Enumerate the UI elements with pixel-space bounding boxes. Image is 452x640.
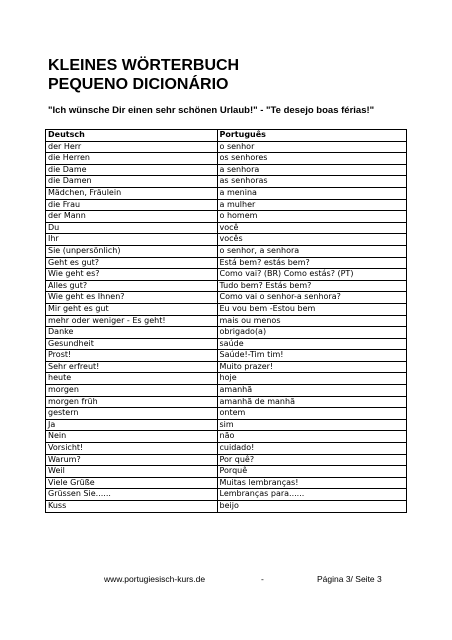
deutsch-cell: Grüssen Sie...... <box>46 489 218 501</box>
portugues-cell: hoje <box>217 373 407 385</box>
deutsch-cell: die Damen <box>46 176 218 188</box>
deutsch-cell: der Herr <box>46 141 218 153</box>
portugues-cell: Como vai? (BR) Como estás? (PT) <box>217 269 407 281</box>
table-row <box>46 385 407 397</box>
table-row <box>46 419 407 431</box>
portugues-cell: as senhoras <box>217 176 407 188</box>
table-row <box>46 176 407 188</box>
portugues-cell: obrigado(a) <box>217 327 407 339</box>
deutsch-cell: morgen früh <box>46 396 218 408</box>
deutsch-cell: Warum? <box>46 454 218 466</box>
deutsch-cell: morgen <box>46 385 218 397</box>
table-row <box>46 187 407 199</box>
deutsch-cell: Ihr <box>46 234 218 246</box>
table-header-row <box>46 130 407 142</box>
portugues-cell: Por quê? <box>217 454 407 466</box>
subtitle-quote: "Ich wünsche Dir einen sehr schönen Urlaub!" - "Te desejo boas férias!" <box>48 105 375 116</box>
footer-page-number: Página 3/ Seite 3 <box>317 574 382 584</box>
portugues-cell: Está bem? estás bem? <box>217 257 407 269</box>
portugues-cell: sim <box>217 419 407 431</box>
column-header-portugues: Português <box>217 130 407 142</box>
deutsch-cell: Prost! <box>46 350 218 362</box>
portugues-cell: a senhora <box>217 164 407 176</box>
deutsch-cell: heute <box>46 373 218 385</box>
deutsch-cell: Viele Grüße <box>46 477 218 489</box>
table-row <box>46 431 407 443</box>
portugues-cell: amanhã de manhã <box>217 396 407 408</box>
portugues-cell: o homem <box>217 211 407 223</box>
portugues-cell: amanhã <box>217 385 407 397</box>
portugues-cell: o senhor, a senhora <box>217 245 407 257</box>
table-row <box>46 234 407 246</box>
table-row <box>46 153 407 165</box>
portugues-cell: mais ou menos <box>217 315 407 327</box>
table-row <box>46 477 407 489</box>
portugues-cell: Saúde!-Tim tim! <box>217 350 407 362</box>
deutsch-cell: die Frau <box>46 199 218 211</box>
table-row <box>46 303 407 315</box>
table-row <box>46 489 407 501</box>
portugues-cell: o senhor <box>217 141 407 153</box>
table-row <box>46 396 407 408</box>
portugues-cell: você <box>217 222 407 234</box>
page-title <box>48 56 239 94</box>
portugues-cell: Muitas lembranças! <box>217 477 407 489</box>
portugues-cell: ontem <box>217 408 407 420</box>
deutsch-cell: Wie geht es Ihnen? <box>46 292 218 304</box>
portugues-cell: não <box>217 431 407 443</box>
table-row <box>46 327 407 339</box>
table-row <box>46 269 407 281</box>
deutsch-cell: der Mann <box>46 211 218 223</box>
portugues-cell: Lembranças para...... <box>217 489 407 501</box>
title-line-1: KLEINES WÖRTERBUCH <box>48 57 240 74</box>
portugues-cell: Porquê <box>217 466 407 478</box>
table-row <box>46 443 407 455</box>
portugues-cell: os senhores <box>217 153 407 165</box>
deutsch-cell: Vorsicht! <box>46 443 218 455</box>
title-line-2: PEQUENO DICIONÁRIO <box>48 76 229 93</box>
deutsch-cell: Sehr erfreut! <box>46 361 218 373</box>
deutsch-cell: Gesundheit <box>46 338 218 350</box>
table-row <box>46 361 407 373</box>
vocabulary-table <box>45 129 407 513</box>
portugues-cell: a menina <box>217 187 407 199</box>
portugues-cell: beijo <box>217 501 407 513</box>
deutsch-cell: Sie (unpersönlich) <box>46 245 218 257</box>
table-row <box>46 350 407 362</box>
table-row <box>46 315 407 327</box>
portugues-cell: a mulher <box>217 199 407 211</box>
footer-website: www.portugiesisch-kurs.de <box>104 574 206 584</box>
table-row <box>46 501 407 513</box>
portugues-cell: Como vai o senhor-a senhora? <box>217 292 407 304</box>
deutsch-cell: Nein <box>46 431 218 443</box>
portugues-cell: Muito prazer! <box>217 361 407 373</box>
deutsch-cell: Geht es gut? <box>46 257 218 269</box>
table-row <box>46 257 407 269</box>
deutsch-cell: gestern <box>46 408 218 420</box>
deutsch-cell: Ja <box>46 419 218 431</box>
table-row <box>46 222 407 234</box>
deutsch-cell: die Dame <box>46 164 218 176</box>
column-header-deutsch: Deutsch <box>46 130 218 142</box>
deutsch-cell: mehr oder weniger - Es geht! <box>46 315 218 327</box>
footer-separator: - <box>261 574 264 584</box>
portugues-cell: vocês <box>217 234 407 246</box>
deutsch-cell: die Herren <box>46 153 218 165</box>
table-row <box>46 141 407 153</box>
table-row <box>46 199 407 211</box>
portugues-cell: saúde <box>217 338 407 350</box>
table-row <box>46 408 407 420</box>
table-body <box>46 141 407 512</box>
table-row <box>46 466 407 478</box>
table-row <box>46 245 407 257</box>
deutsch-cell: Mir geht es gut <box>46 303 218 315</box>
table-row <box>46 292 407 304</box>
portugues-cell: cuidado! <box>217 443 407 455</box>
deutsch-cell: Weil <box>46 466 218 478</box>
deutsch-cell: Mädchen, Fräulein <box>46 187 218 199</box>
table-row <box>46 373 407 385</box>
deutsch-cell: Du <box>46 222 218 234</box>
table-row <box>46 164 407 176</box>
portugues-cell: Tudo bem? Estás bem? <box>217 280 407 292</box>
deutsch-cell: Wie geht es? <box>46 269 218 281</box>
portugues-cell: Eu vou bem -Estou bem <box>217 303 407 315</box>
table-row <box>46 280 407 292</box>
table-row <box>46 454 407 466</box>
deutsch-cell: Danke <box>46 327 218 339</box>
table-row <box>46 338 407 350</box>
deutsch-cell: Alles gut? <box>46 280 218 292</box>
deutsch-cell: Kuss <box>46 501 218 513</box>
table-row <box>46 211 407 223</box>
